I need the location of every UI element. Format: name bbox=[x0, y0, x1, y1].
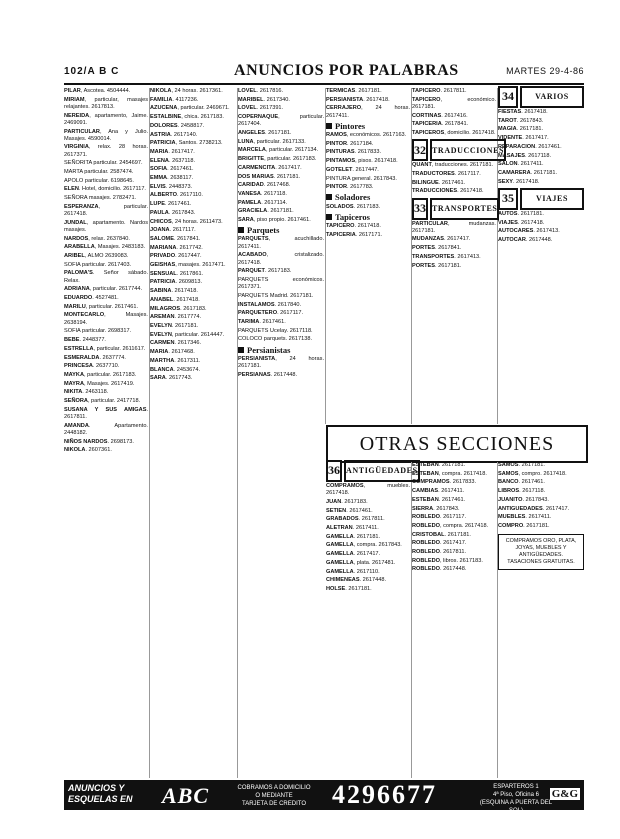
classified-ad: SALON. 2617411. bbox=[498, 161, 544, 168]
section-box-varios bbox=[498, 88, 584, 106]
footer-payment-text: COBRAMOS A DOMICILIO O MEDIANTE TARJETA DE CREDITO bbox=[237, 785, 311, 807]
column-4 bbox=[326, 88, 410, 422]
classified-ad: ESTEBAN. 2617461. bbox=[412, 496, 466, 503]
classified-ad: TAPICEROS, domicilio. 2617418. bbox=[412, 130, 496, 137]
section-label: TRADUCCIONES bbox=[430, 139, 506, 161]
classified-ad: MAYKA, particular. 2617183. bbox=[64, 371, 137, 378]
section-heading-pintores: Pintores bbox=[326, 123, 410, 130]
bullet-square-icon bbox=[238, 347, 244, 353]
classified-ad: ALBERTO. 2617110. bbox=[150, 192, 203, 199]
classified-ad: VIDENTE. 2617417. bbox=[498, 135, 549, 142]
page-title: ANUNCIOS POR PALABRAS bbox=[234, 62, 459, 79]
classified-ad: ALETRAN. 2617411. bbox=[326, 525, 379, 532]
classified-ad: ROBLEDO, compra. 2617418. bbox=[412, 522, 489, 529]
classified-ad: BRIGITTE, particular. 2617183. bbox=[238, 156, 317, 163]
section-box-antiguedades bbox=[326, 462, 418, 480]
classified-ad: AREMAN. 2617774. bbox=[150, 314, 202, 321]
section-heading-parquets: Parquets bbox=[238, 227, 324, 234]
classified-ad: SEÑORA, particular. 2417718. bbox=[64, 398, 141, 405]
classified-ad: SOLADOS. 2617183. bbox=[326, 203, 381, 210]
classified-ad: LUNA, particular. 2617133. bbox=[238, 138, 306, 145]
classified-ad: PARQUETS, acuchillado. 2617411. bbox=[238, 236, 324, 250]
classified-ad: LUPE. 2617461. bbox=[150, 201, 192, 208]
classified-ad: APOLO particular. 6198645. bbox=[64, 177, 134, 184]
section-label: ANTIGÜEDADES bbox=[344, 460, 420, 482]
classified-ad: PORTES. 2617181. bbox=[412, 262, 462, 269]
classified-ad: CARMEN. 2617346. bbox=[150, 340, 202, 347]
classified-ad: MARTHA. 2617311. bbox=[150, 357, 201, 364]
section-number: 36 bbox=[326, 460, 342, 482]
bullet-square-icon bbox=[326, 214, 332, 220]
classified-ad: BANCO. 2617461. bbox=[498, 479, 545, 486]
classified-ad: MUEBLES. 2617411. bbox=[498, 514, 552, 521]
classified-ad: EDUARDO. 4527481. bbox=[64, 295, 119, 302]
classified-ad: BEBE. 2448377. bbox=[64, 337, 106, 344]
classified-ad: GAMELLA. 2617417. bbox=[326, 551, 381, 558]
classified-ad: ACABADO, cristalizado. 2617418. bbox=[238, 252, 324, 266]
classified-ad: CORTINAS. 2617416. bbox=[412, 112, 468, 119]
classified-ad: CAMBIAS. 2617411. bbox=[412, 488, 465, 495]
classified-ad: JUAN. 2617183. bbox=[326, 498, 368, 505]
gg-logo: G&G bbox=[551, 788, 578, 800]
classified-ad: PARQUETS Madrid. 2617181. bbox=[238, 292, 314, 299]
classified-ad: SARA, piso propio. 2617461. bbox=[238, 217, 311, 224]
classified-ad: CERRAJERO, 24 horas. 2617411. bbox=[326, 105, 410, 119]
classified-ad: COPERNAQUE, particular. 2617404. bbox=[238, 114, 324, 128]
otras-secciones-banner: OTRAS SECCIONES bbox=[326, 425, 588, 463]
classified-ad: ESTRELLA, particular. 2611617. bbox=[64, 345, 146, 352]
classified-ad: LOVEL. 2617391. bbox=[238, 105, 284, 112]
classified-ad: LOVEL. 2617816. bbox=[238, 88, 284, 94]
classified-ad: PARTICULAR, Ana y Julio. Masajes. 4590014. bbox=[64, 128, 148, 142]
classified-ad: EVELYN. 2617181. bbox=[150, 322, 199, 329]
classified-ad: PALOMA'S. Señor sábado. Relax. bbox=[64, 270, 148, 284]
section-number: 32 bbox=[412, 139, 428, 161]
classified-ad: SEÑORITA particular. 2454697. bbox=[64, 160, 143, 167]
section-box-traducciones bbox=[412, 141, 505, 159]
classified-ad: TAPICERO. 2617811. bbox=[412, 88, 467, 94]
section-box-transportes bbox=[412, 200, 496, 218]
classified-ad: PRINCESA. 2637710. bbox=[64, 363, 120, 370]
ad-list bbox=[326, 132, 410, 191]
classified-ad: TAPICERIA. 2617841. bbox=[412, 121, 469, 128]
classified-ad: TRADUCTORES. 2617117. bbox=[412, 170, 481, 177]
section-label: VIAJES bbox=[520, 188, 584, 210]
page-date: MARTES 29-4-86 bbox=[506, 66, 584, 76]
column-1 bbox=[64, 88, 148, 778]
classified-ad: NARDOS, relax. 2637840. bbox=[64, 235, 130, 242]
classified-ad: PINTURAS. 2617833. bbox=[326, 149, 382, 156]
classified-ad: PINTURA general. 2617843. bbox=[326, 175, 397, 182]
classified-ad: PERSIANAS. 2617448. bbox=[238, 371, 298, 378]
classified-ad: PATRICIA, Santos. 2738213. bbox=[150, 140, 223, 147]
classified-ad: VIAJES. 2617418. bbox=[498, 219, 545, 226]
classified-ad: SOFIA particular. 2698317. bbox=[64, 328, 132, 335]
classified-ad: QUANT, traducciones. 2617181. bbox=[412, 162, 494, 169]
classified-ad: LIBROS. 2617118. bbox=[498, 488, 546, 495]
classified-ad: ESTALBINE, chica. 2617183. bbox=[150, 114, 224, 121]
classified-ad: INSTALAMOS. 2617840. bbox=[238, 301, 302, 308]
classified-ad: PARQUETS económicos. 2617371. bbox=[238, 276, 324, 291]
ad-list bbox=[64, 88, 148, 454]
classified-ad: TAROT. 2617843. bbox=[498, 117, 544, 124]
classified-ad: DOLORES. 2458817. bbox=[150, 122, 205, 129]
classified-ad: PERSIANISTA. 2617418. bbox=[326, 96, 390, 103]
classified-ad: SALOME. 2617841. bbox=[150, 235, 201, 242]
classified-ad: AUTOCAR. 2617448. bbox=[498, 236, 553, 243]
classified-ad: ESTEBAN, compra. 2617418. bbox=[412, 470, 487, 477]
classified-ad: TAPICERO. 2617418. bbox=[326, 223, 381, 230]
classified-ad: ANGELES. 2617181. bbox=[238, 130, 292, 137]
ad-list bbox=[326, 88, 410, 120]
classified-ad: TARIMA. 2617461. bbox=[238, 318, 286, 325]
classified-ad: ANTIGUEDADES. 2617417. bbox=[498, 505, 570, 512]
classified-ad: GAMELLA. 2617181. bbox=[326, 533, 381, 540]
section-heading-tapiceros: Tapiceros bbox=[326, 214, 410, 221]
classified-ad: GAMELLA, plata. 2617481. bbox=[326, 559, 396, 566]
classified-ad: PINTAMOS, pisos. 2617418. bbox=[326, 158, 398, 165]
classified-ad: CRISTOBAL. 2617181. bbox=[412, 531, 471, 538]
classified-ad: SEXY. 2617418. bbox=[498, 178, 540, 185]
classified-ad: NIKITA. 2463118. bbox=[64, 389, 109, 396]
classified-ad: COMPRAMOS. 2617833. bbox=[412, 479, 477, 486]
classified-ad: PILAR, Ascotea. 4504444. bbox=[64, 88, 131, 94]
lower-column-5 bbox=[412, 462, 496, 778]
classified-ad: MARCELA, particular. 2617134. bbox=[238, 147, 319, 154]
ad-list bbox=[326, 204, 410, 211]
classified-ad: SAMOS. 2617181. bbox=[498, 462, 545, 468]
classified-ad: COMPRAMOS, muebles. 2617418. bbox=[326, 483, 410, 497]
classified-ad: CARIDAD. 2617468. bbox=[238, 182, 291, 189]
lower-column-6 bbox=[498, 462, 584, 778]
classified-ad: ESTEBAN. 2617181. bbox=[412, 462, 466, 468]
classified-ad: ROBLEDO, libros. 2617183. bbox=[412, 557, 483, 564]
classified-ad: SUSANA Y SUS AMIGAS. 2617811. bbox=[64, 406, 148, 420]
footer-left-text: ANUNCIOS Y ESQUELAS EN bbox=[68, 783, 133, 804]
ad-list bbox=[412, 162, 496, 195]
classified-ad: VANESA. 2617118. bbox=[238, 190, 287, 197]
classified-ad: TAPICERIA. 2617171. bbox=[326, 231, 383, 238]
classified-ad: ELENA. 2637118. bbox=[150, 157, 195, 164]
classified-ad: SENSUAL. 2617861. bbox=[150, 270, 204, 277]
classified-ad: PATRICIA. 2609813. bbox=[150, 279, 203, 286]
classified-ad: GAMELLA, compra. 2617843. bbox=[326, 542, 402, 549]
ad-list bbox=[150, 88, 236, 382]
classified-ad: NIKOLA, 24 horas. 2617361. bbox=[150, 88, 223, 94]
classified-ad: PINTOR. 2617783. bbox=[326, 184, 374, 191]
ad-list bbox=[238, 356, 324, 379]
classified-ad: TRANSPORTES. 2617413. bbox=[412, 253, 481, 260]
classified-ad: JUNDAL, apartamento. Nardos masajes. bbox=[64, 219, 148, 233]
classified-ad: NEREIDA, apartamento, Jaime. 2469091. bbox=[64, 112, 148, 126]
classified-ad: CHICOS, 24 horas. 2611473. bbox=[150, 218, 223, 225]
column-5 bbox=[412, 88, 505, 422]
classified-ad: MILAGROS. 2617183. bbox=[150, 305, 207, 312]
classified-ad: FAMILIA. 4117236. bbox=[150, 96, 199, 103]
classified-ad: MARIANA. 2617742. bbox=[150, 244, 203, 251]
classified-ad: ANABEL. 2617418. bbox=[150, 296, 200, 303]
classified-ad: SEÑORA masajes. 2782471. bbox=[64, 195, 137, 202]
classified-ad: SOFIA. 2617461. bbox=[150, 166, 194, 173]
classified-ad: GEISHAS, masajes. 2617471. bbox=[150, 262, 226, 269]
classified-ad: BLANCA. 2453674. bbox=[150, 366, 201, 373]
classified-ad: MAYRA, Masajes. 2617419. bbox=[64, 380, 135, 387]
ad-list bbox=[498, 109, 584, 186]
classified-ad: ROBLEDO. 2617417. bbox=[412, 540, 467, 547]
ad-list bbox=[498, 462, 584, 530]
classified-ad: MARIA. 2617468. bbox=[150, 349, 195, 356]
classified-ad: COMPRO. 2617181. bbox=[498, 522, 550, 529]
classified-ad: COLOCO parquets. 2617138. bbox=[238, 336, 313, 343]
ad-list bbox=[238, 236, 324, 343]
classified-ad: GOTELET. 2617447. bbox=[326, 166, 379, 173]
page-number: 102/A B C bbox=[64, 66, 120, 77]
section-label: VARIOS bbox=[520, 86, 584, 108]
promo-box: COMPRAMOS ORO, PLATA, JOYAS, MUEBLES Y ANTIGÜEDADES. TASACIONES GRATUITAS. bbox=[498, 534, 584, 570]
classified-ad: MONTECARLO, Masajes. 2638194. bbox=[64, 312, 148, 326]
ad-list bbox=[326, 223, 410, 239]
ad-list bbox=[498, 211, 584, 244]
classified-ad: EVELYN, particular. 2614447. bbox=[150, 331, 225, 338]
classified-ad: CARMENCITA. 2617417. bbox=[238, 164, 302, 171]
classified-ad: CAMARERA. 2617181. bbox=[498, 169, 558, 176]
section-box-viajes bbox=[498, 190, 584, 208]
bullet-square-icon bbox=[238, 227, 244, 233]
classified-ad: ESPERANZA, particular. 2617418. bbox=[64, 203, 148, 218]
column-2 bbox=[150, 88, 236, 778]
classified-ad: ROBLEDO. 2617117. bbox=[412, 514, 466, 521]
classified-ad: NIKOLA. 2607361. bbox=[64, 447, 112, 454]
classified-ad: GAMELLA. 2617110. bbox=[326, 568, 380, 575]
classified-ad: ELVIS. 2448373. bbox=[150, 183, 193, 190]
classified-ad: PINTOR. 2617184. bbox=[326, 140, 374, 147]
classified-ad: RAMOS, económicos. 2617163. bbox=[326, 132, 407, 139]
classified-ad: AZUCENA, particular. 2469671. bbox=[150, 105, 230, 112]
classified-ad: ROBLEDO. 2617448. bbox=[412, 566, 467, 573]
classified-ad: JOANA. 2617117. bbox=[150, 227, 196, 234]
bullet-square-icon bbox=[326, 123, 332, 129]
column-3 bbox=[238, 88, 324, 778]
classified-ad: ASTRIA. 2617140. bbox=[150, 131, 198, 138]
classified-ad: MASAJES. 2617118. bbox=[498, 152, 552, 159]
classified-ad: PRIVADO. 2617447. bbox=[150, 253, 202, 260]
classified-ad: PARTICULAR, mudanzas. 2617181. bbox=[412, 220, 496, 234]
section-number: 35 bbox=[498, 188, 518, 210]
classified-ad: PAMELA. 2617114. bbox=[238, 199, 288, 206]
classified-ad: CHIMENEAS. 2617448. bbox=[326, 577, 387, 584]
classified-ad: PAULA. 2617843. bbox=[150, 209, 196, 216]
section-heading-persianistas: Persianistas bbox=[238, 347, 324, 354]
section-label: TRANSPORTES bbox=[430, 198, 499, 220]
classified-ad: MIRIAM, particular, masajes relajantes. 2617813. bbox=[64, 96, 148, 110]
page-header bbox=[64, 62, 584, 82]
classified-ad: AUTOS. 2617181. bbox=[498, 210, 544, 217]
footer-phone-number: 4296677 bbox=[332, 780, 437, 809]
classified-ad: MUDANZAS. 2617417. bbox=[412, 236, 471, 243]
classified-ad: ELEN. Hotel, domicilio. 2617117. bbox=[64, 186, 146, 193]
classified-ad: PORTES. 2617841. bbox=[412, 245, 462, 252]
header-rule bbox=[64, 83, 584, 85]
classified-ad: PARQUET. 2617183. bbox=[238, 268, 292, 275]
abc-logo: ABC bbox=[162, 783, 210, 808]
classified-ad: GRACIELA. 2617181. bbox=[238, 208, 294, 215]
ad-list bbox=[412, 88, 496, 137]
classified-ad: ROBLEDO. 2617811. bbox=[412, 549, 466, 556]
classified-ad: HOLSE. 2617181. bbox=[326, 585, 372, 592]
classified-ad: PERSIANISTA, 24 horas. 2617181. bbox=[238, 355, 324, 369]
classified-ad: REPARACION. 2617461. bbox=[498, 143, 562, 150]
classified-ad: TAPICERO, económico. 2617181. bbox=[412, 96, 496, 110]
lower-column-4 bbox=[326, 462, 418, 778]
classified-ad: ARABELLA, Masajes. 2483183. bbox=[64, 244, 146, 251]
section-number: 34 bbox=[498, 86, 518, 108]
classified-ad: VIRGINIA, relax. 28 horas. 2617371. bbox=[64, 144, 148, 158]
classified-ad: SETIEN. 2617461. bbox=[326, 507, 373, 514]
classified-ad: AUTOCARES. 2617413. bbox=[498, 228, 560, 235]
classified-ad: TERMICAS. 2617181. bbox=[326, 88, 382, 94]
classified-ad: EMMA. 2638117. bbox=[150, 175, 194, 182]
classified-ad: SIERRA. 2617843. bbox=[412, 505, 460, 512]
ad-list bbox=[326, 483, 410, 593]
ad-list bbox=[412, 221, 496, 270]
classified-ad: MARIA. 2617417. bbox=[150, 148, 195, 155]
classified-ad: SOFIA particular. 2617403. bbox=[64, 261, 132, 268]
bullet-square-icon bbox=[326, 194, 332, 200]
classified-ad: SARA. 2617743. bbox=[150, 375, 193, 382]
classified-ad: MARIBEL. 2617340. bbox=[238, 96, 290, 103]
classified-ad: PARQUETERO. 2617117. bbox=[238, 310, 304, 317]
ad-list bbox=[238, 88, 324, 224]
classified-ad: SABINA. 2617418. bbox=[150, 288, 198, 295]
classified-ad: GRABADOS. 2617811. bbox=[326, 516, 385, 523]
section-heading-soladores: Soladores bbox=[326, 194, 410, 201]
classified-ad: JUANITO. 2617843. bbox=[498, 496, 549, 503]
classified-ad: MARTA particular. 2587474. bbox=[64, 169, 134, 176]
footer-address-text: ESPARTEROS 1 4ª Piso, Oficina 6 (ESQUINA A PUERTA DEL SOL) bbox=[479, 784, 553, 814]
classified-ad: ARIBEL, ALMO 2639083. bbox=[64, 253, 129, 260]
classified-ad: ADRIANA, particular. 2617744. bbox=[64, 286, 143, 293]
classified-ad: NIÑOS NARDOS. 2698173. bbox=[64, 438, 134, 445]
classified-ad: MARILU, particular. 2617461. bbox=[64, 303, 138, 310]
ad-list bbox=[412, 462, 496, 574]
classified-ad: TRADUCCIONES. 2617418. bbox=[412, 188, 484, 195]
classified-ad: MAGIA. 2617181. bbox=[498, 126, 544, 133]
footer-banner bbox=[64, 780, 584, 814]
classified-ad: DOS MARIAS. 2617181. bbox=[238, 173, 301, 180]
classified-ad: ESMERALDA. 2637774. bbox=[64, 354, 126, 361]
classified-ad: BILINGUE. 2617461. bbox=[412, 179, 466, 186]
classified-ad: SAMOS, compro. 2617418. bbox=[498, 470, 567, 477]
section-number: 33 bbox=[412, 198, 428, 220]
classified-ad: FIESTAS. 2617418. bbox=[498, 109, 548, 115]
classified-ad: AMANDA. Apartamento. 2448182. bbox=[64, 422, 148, 436]
classified-ad: PARQUETS Ucelay. 2617118. bbox=[238, 327, 313, 334]
column-6 bbox=[498, 88, 584, 422]
